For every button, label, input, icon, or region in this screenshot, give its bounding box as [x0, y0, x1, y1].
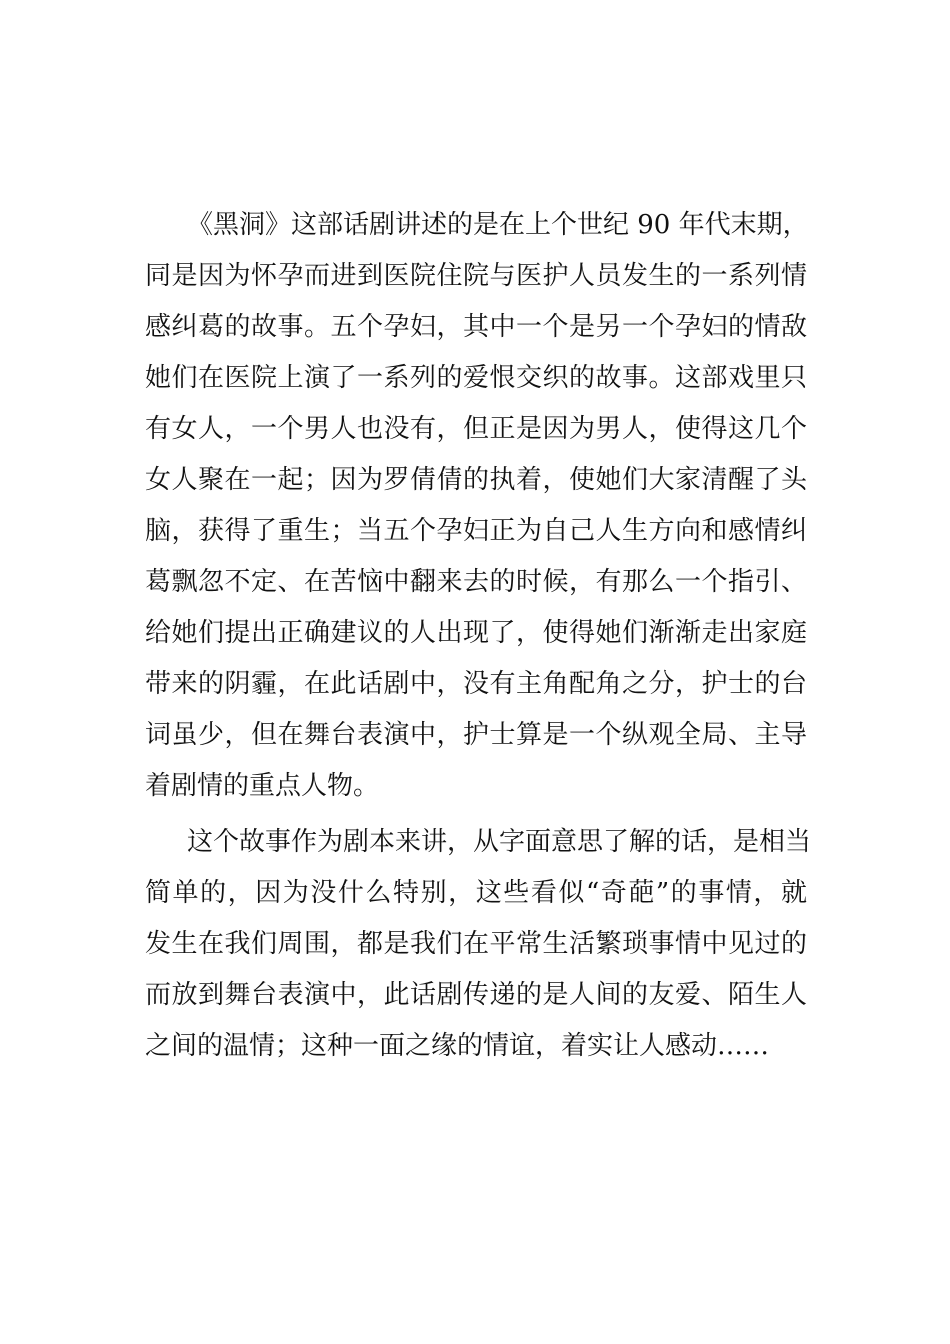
paragraph-line: 《黑洞》这部话剧讲述的是在上个世纪 90 年代末期，	[187, 210, 809, 240]
paragraph-line: 脑，获得了重生；当五个孕妇正为自己人生方向和感情纠	[145, 516, 807, 546]
paragraph-line: 带来的阴霾，在此话剧中，没有主角配角之分，护士的台	[145, 669, 807, 699]
paragraph-line: 她们在医院上演了一系列的爱恨交织的故事。这部戏里只	[145, 363, 807, 393]
paragraph-line: 女人聚在一起；因为罗倩倩的执着，使她们大家清醒了头	[145, 465, 807, 495]
paragraph-line: 发生在我们周围，都是我们在平常生活繁琐事情中见过的	[145, 929, 807, 959]
paragraph-line: 之间的温情；这种一面之缘的情谊，着实让人感动……	[145, 1031, 770, 1061]
paragraph-line: 而放到舞台表演中，此话剧传递的是人间的友爱、陌生人	[145, 980, 807, 1010]
paragraph-1	[145, 206, 807, 805]
paragraph-line: 给她们提出正确建议的人出现了，使得她们渐渐走出家庭	[145, 618, 807, 648]
paragraph-line: 同是因为怀孕而进到医院住院与医护人员发生的一系列情	[145, 261, 807, 291]
paragraph-line: 着剧情的重点人物。	[145, 771, 380, 801]
paragraph-line: 葛飘忽不定、在苦恼中翻来去的时候，有那么一个指引、	[145, 567, 807, 597]
paragraph-2	[145, 823, 812, 1065]
paragraph-line: 有女人，一个男人也没有，但正是因为男人，使得这几个	[145, 414, 807, 444]
paragraph-line: 词虽少，但在舞台表演中，护士算是一个纵观全局、主导	[145, 720, 807, 750]
paragraph-line: 这个故事作为剧本来讲，从字面意思了解的话，是相当	[187, 827, 812, 857]
paragraph-line: 简单的，因为没什么特别，这些看似“奇葩”的事情，就	[145, 878, 807, 908]
paragraph-line: 感纠葛的故事。五个孕妇，其中一个是另一个孕妇的情敌	[145, 312, 807, 342]
